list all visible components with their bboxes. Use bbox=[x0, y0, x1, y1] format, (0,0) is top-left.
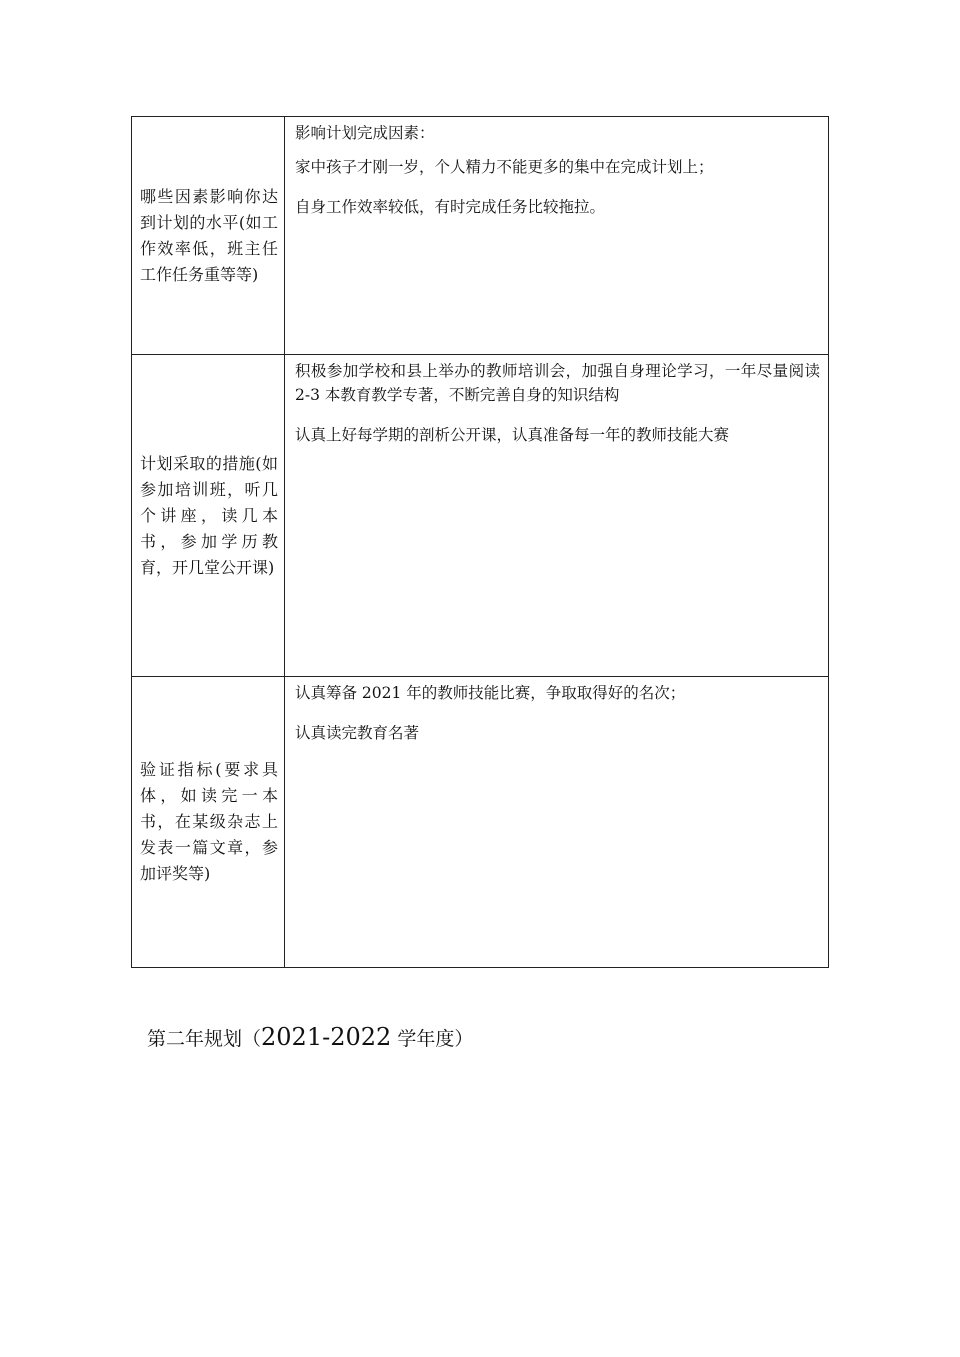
table-row bbox=[132, 677, 829, 968]
row-label: 计划采取的措施(如参加培训班，听几个讲座，读几本书，参加学历教育，开几堂公开课) bbox=[132, 355, 285, 677]
row-content bbox=[285, 677, 829, 968]
content-line: 认真读完教育名著 bbox=[295, 724, 420, 742]
content-line: 家中孩子才刚一岁，个人精力不能更多的集中在完成计划上； bbox=[295, 158, 714, 176]
content-line: 影响计划完成因素： bbox=[295, 124, 435, 142]
table-row bbox=[132, 355, 829, 677]
section-title-years: 2021-2022 bbox=[261, 1023, 392, 1051]
section-title bbox=[147, 1022, 473, 1054]
content-line: 积极参加学校和县上举办的教师培训会，加强自身理论学习，一年尽量阅读 2-3 本教育教学专著，不断完善自身的知识结构 bbox=[295, 362, 820, 404]
section-title-suffix: 学年度） bbox=[391, 1028, 474, 1050]
row-content bbox=[285, 355, 829, 677]
section-title-prefix: 第二年规划（ bbox=[147, 1028, 262, 1050]
table-row bbox=[132, 117, 829, 355]
content-line: 认真上好每学期的剖析公开课，认真准备每一年的教师技能大赛 bbox=[295, 426, 730, 444]
plan-table bbox=[131, 116, 829, 968]
row-label: 哪些因素影响你达到计划的水平(如工作效率低，班主任工作任务重等等) bbox=[132, 117, 285, 355]
row-content bbox=[285, 117, 829, 355]
row-label: 验证指标(要求具体，如读完一本书，在某级杂志上发表一篇文章，参加评奖等) bbox=[132, 677, 285, 968]
content-line: 自身工作效率较低，有时完成任务比较拖拉。 bbox=[295, 198, 606, 216]
content-line: 认真筹备 2021 年的教师技能比赛，争取取得好的名次； bbox=[295, 684, 686, 702]
